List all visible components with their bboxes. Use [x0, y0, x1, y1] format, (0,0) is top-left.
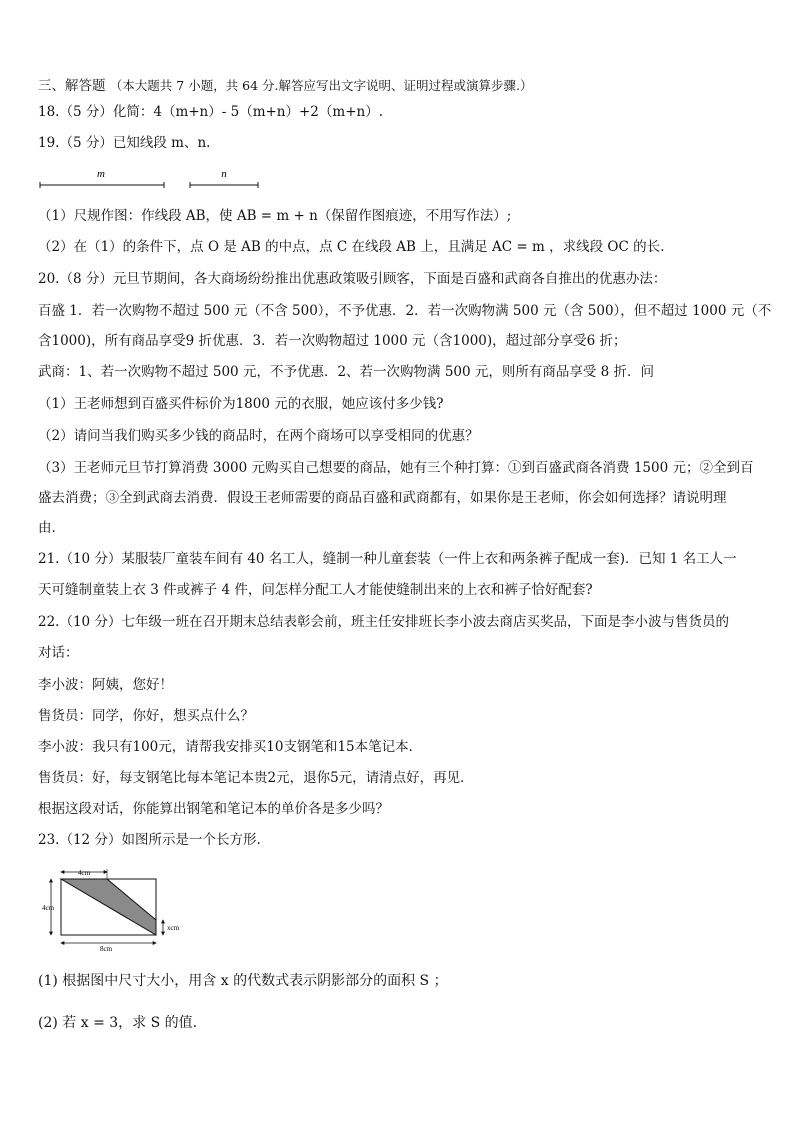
q18-text: 18.（5 分）化简：4（m+n）- 5（m+n）+2（m+n）. — [38, 104, 383, 120]
q23-part2: (2) 若 x = 3，求 S 的值. — [38, 1015, 198, 1031]
q20-wushang: 武商：1、若一次购物不超过 500 元，不予优惠．2、若一次购物满 500 元，则所有商品享受 8 折．问 — [38, 364, 655, 380]
segment-m-label: m — [97, 168, 105, 180]
q21-line1: 21.（10 分）某服装厂童装车间有 40 名工人，缝制一种儿童套装（一件上衣和两条裤子配成一套)．已知 1 名工人一 — [38, 551, 737, 567]
q22-dialog3: 李小波：我只有100元，请帮我安排买10支钢笔和15本笔记本． — [38, 739, 423, 755]
q20-baisheng-line2: 含1000)，所有商品享受9 折优惠．3．若一次购物超过 1000 元（含1000)，超过部分享受6 折； — [38, 333, 627, 349]
q21-line2: 天可缝制童装上衣 3 件或裤子 4 件，问怎样分配工人才能使缝制出来的上衣和裤子恰好配套? — [38, 582, 593, 598]
section-title: 三、解答题 — [38, 78, 106, 94]
q22-dialog2: 售货员：同学，你好，想买点什么？ — [38, 708, 254, 724]
q20-question3-line3: 由. — [38, 520, 56, 536]
section-header — [38, 76, 533, 96]
q19-part2: （2）在（1）的条件下，点 O 是 AB 的中点，点 C 在线段 AB 上，且满足 AC = m ，求线段 OC 的长. — [38, 239, 665, 255]
q22-dialog1: 李小波：阿姨，您好！ — [38, 677, 173, 693]
segments-figure — [38, 166, 268, 192]
bottom-dimension-label: 8cm — [99, 945, 113, 953]
q19-part1: （1）尺规作图：作线段 AB，使 AB = m + n（保留作图痕迹，不用写作法）; — [38, 208, 512, 224]
q20-question1: （1）王老师想到百盛买件标价为1800 元的衣服，她应该付多少钱? — [38, 396, 444, 412]
q20-baisheng-line1: 百盛 1．若一次购物不超过 500 元（不含 500），不予优惠．2．若一次购物满 500 元（含 500），但不超过 1000 元（不 — [38, 303, 772, 319]
right-dimension-label: xcm — [167, 924, 180, 932]
q20-head: 20.（8 分）元旦节期间，各大商场纷纷推出优惠政策吸引顾客，下面是百盛和武商各自推出的优惠办法： — [38, 271, 667, 287]
q22-line1: 22.（10 分）七年级一班在召开期末总结表彰会前，班主任安排班长李小波去商店买奖品，下面是李小波与售货员的 — [38, 614, 729, 630]
q23-head: 23.（12 分）如图所示是一个长方形. — [38, 832, 261, 848]
q22-line2: 对话： — [38, 645, 79, 661]
q20-question2: （2）请问当我们购买多少钱的商品时，在两个商场可以享受相同的优惠？ — [38, 428, 479, 444]
q20-question3-line2: 盛去消费；③全到武商去消费．假设王老师需要的商品百盛和武商都有，如果你是王老师，你会如何选择？请说明理 — [38, 490, 727, 506]
q20-question3-line1: （3）王老师元旦节打算消费 3000 元购买自己想要的商品，她有三个种打算：①到百盛武商各消费 1500 元；②全到百 — [38, 460, 754, 476]
q22-dialog4: 售货员：好，每支钢笔比每本笔记本贵2元，退你5元，请清点好，再见． — [38, 770, 474, 786]
shaded-region — [61, 879, 156, 935]
top-dimension-label: 4cm — [77, 869, 91, 877]
left-dimension-label: 4cm — [41, 904, 55, 912]
q19-head: 19.（5 分）已知线段 m、n. — [38, 135, 211, 151]
q22-question: 根据这段对话，你能算出钢笔和笔记本的单价各是多少吗？ — [38, 801, 389, 817]
segment-n-label: n — [221, 168, 227, 180]
rectangle-figure — [36, 862, 186, 954]
q23-part1: (1) 根据图中尺寸大小，用含 x 的代数式表示阴影部分的面积 S ； — [38, 973, 448, 989]
section-note: （本大题共 7 小题，共 64 分.解答应写出文字说明、证明过程或演算步骤.） — [109, 78, 533, 93]
